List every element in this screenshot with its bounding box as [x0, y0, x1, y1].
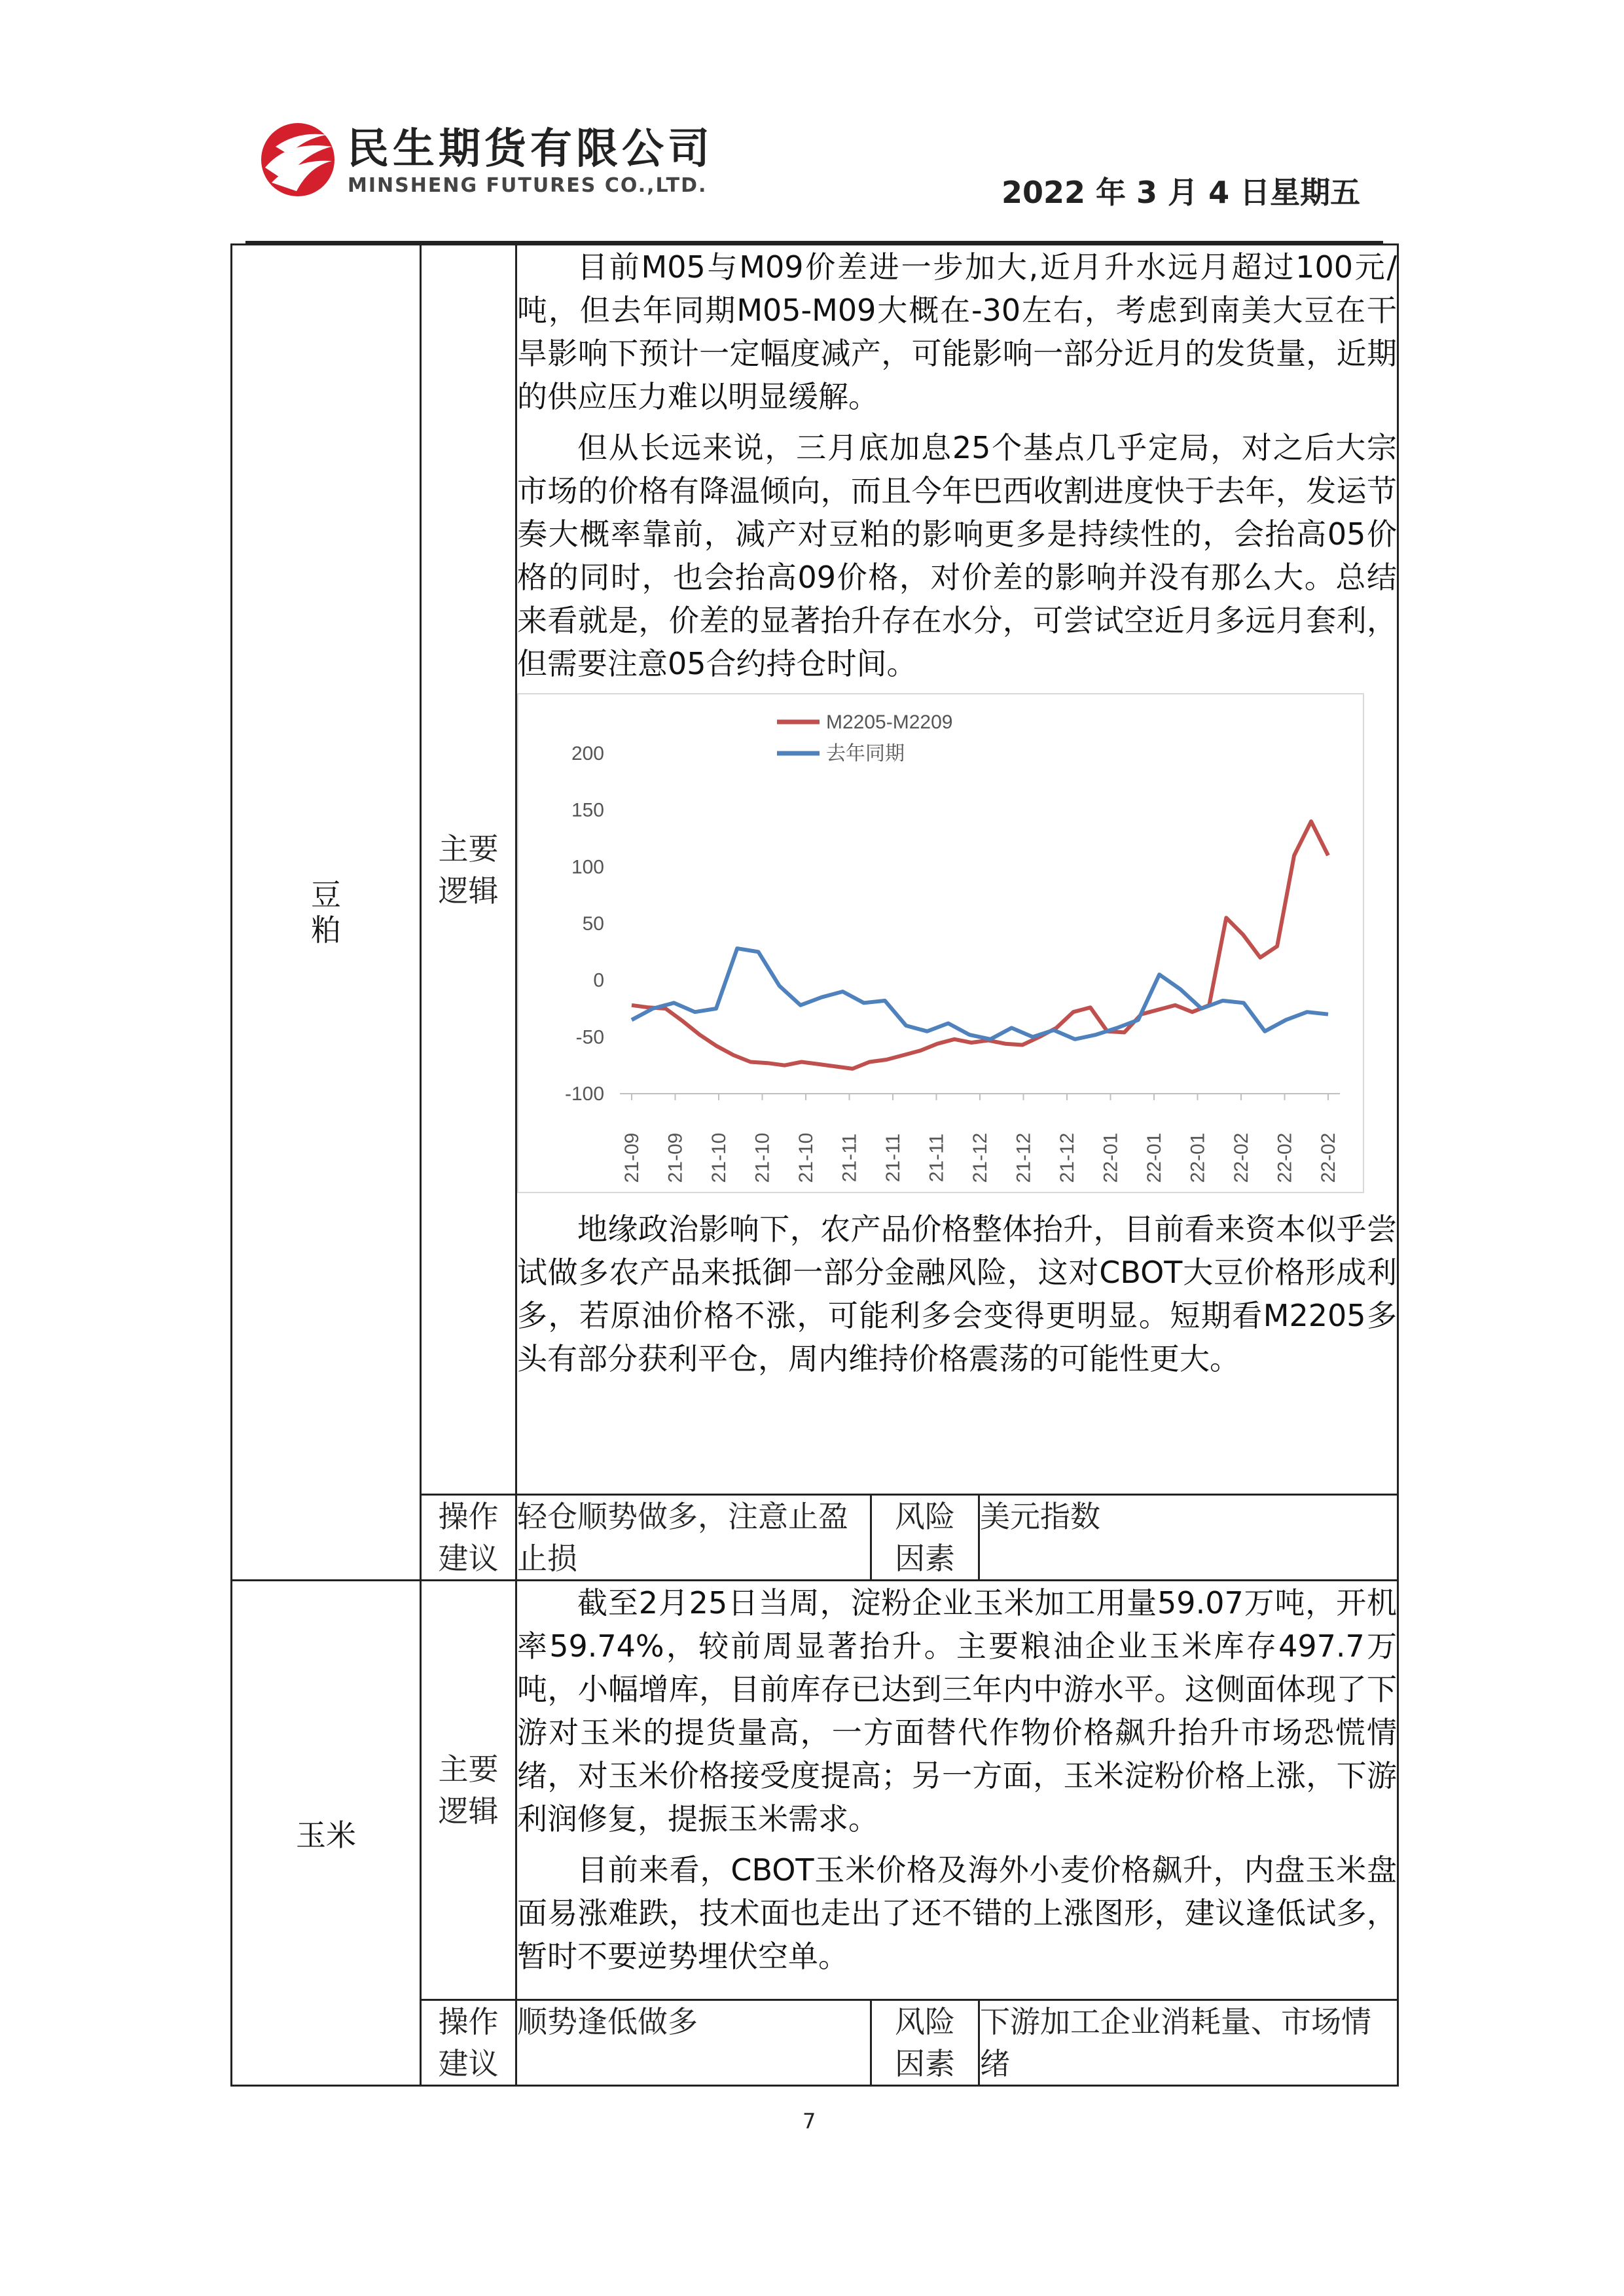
- x-tick-label: 21-12: [969, 1132, 991, 1183]
- logic-label-cell: [421, 245, 516, 1495]
- series-line-last-year: [632, 948, 1328, 1039]
- logic-label: 主要逻辑: [438, 1751, 499, 1829]
- y-tick-label: 50: [582, 913, 604, 935]
- risk-label-cell: [871, 2000, 979, 2086]
- logic-label: 主要逻辑: [438, 831, 499, 908]
- logo-emblem-icon: [259, 120, 337, 199]
- advice-cell: 轻仓顺势做多，注意止盈止损: [516, 1495, 871, 1581]
- advice-cell: 顺势逢低做多: [516, 2000, 871, 2086]
- series-line-m2205-m2209: [632, 821, 1328, 1069]
- spread-chart-svg: [518, 694, 1363, 1192]
- company-logo: [259, 115, 743, 213]
- y-tick-label: -100: [564, 1083, 604, 1105]
- table-row: [232, 1581, 1398, 2000]
- x-tick-label: 22-02: [1318, 1132, 1339, 1183]
- advice-label: 操作建议: [438, 2004, 499, 2081]
- x-tick-label: 21-11: [882, 1133, 904, 1183]
- y-tick-label: 0: [593, 969, 604, 992]
- y-tick-label: 100: [571, 856, 604, 878]
- legend-label: M2205-M2209: [826, 711, 953, 733]
- spread-chart: [517, 693, 1364, 1193]
- x-tick-label: 21-12: [1056, 1132, 1078, 1183]
- category-cell: [232, 245, 421, 1581]
- page-number: 7: [803, 2109, 816, 2134]
- x-tick-label: 22-01: [1100, 1132, 1122, 1183]
- x-tick-label: 21-09: [621, 1132, 643, 1183]
- x-tick-label: 22-01: [1187, 1132, 1209, 1183]
- legend-label: 去年同期: [826, 743, 905, 764]
- risk-cell: 美元指数: [979, 1495, 1398, 1581]
- logic-paragraph: 目前来看，CBOT玉米价格及海外小麦价格飙升，内盘玉米盘面易涨难跌，技术面也走出了还不错的上涨图形，建议逢低试多，暂时不要逆势埋伏空单。: [517, 1852, 1398, 1974]
- x-tick-label: 21-09: [664, 1132, 687, 1183]
- x-tick-label: 21-12: [1013, 1132, 1035, 1183]
- x-tick-label: 22-02: [1231, 1132, 1252, 1183]
- risk-label: 风险因素: [895, 2004, 955, 2081]
- category-label: 玉米: [296, 1817, 356, 1853]
- risk-label: 风险因素: [895, 1499, 955, 1576]
- x-tick-label: 22-01: [1144, 1132, 1165, 1183]
- logic-paragraph: 目前M05与M09价差进一步加大,近月升水远月超过100元/吨，但去年同期M05-M09大概在-30左右，考虑到南美大豆在干旱影响下预计一定幅度减产，可能影响一部分近月的发货量，近期的供应压力难以明显缓解。: [517, 249, 1398, 414]
- x-tick-label: 21-10: [795, 1132, 817, 1183]
- category-cell: [232, 1581, 421, 2086]
- company-name-cn: 民生期货有限公司: [347, 125, 713, 173]
- x-tick-label: 22-02: [1274, 1132, 1296, 1183]
- company-name-en: MINSHENG FUTURES CO.,LTD.: [348, 174, 708, 197]
- x-tick-label: 21-11: [839, 1133, 861, 1183]
- report-date: 2022 年 3 月 4 日星期五: [1001, 175, 1361, 210]
- table-row: [232, 245, 1398, 1495]
- y-tick-label: 150: [571, 799, 604, 821]
- risk-label-cell: [871, 1495, 979, 1581]
- logic-paragraph: 地缘政治影响下，农产品价格整体抬升，目前看来资本似乎尝试做多农产品来抵御一部分金融风险，这对CBOT大豆价格形成利多，若原油价格不涨，可能利多会变得更明显。短期看M2205多头有部分获利平仓，周内维持价格震荡的可能性更大。: [517, 1211, 1398, 1376]
- logic-content-cell: [516, 245, 1398, 1495]
- advice-label-cell: [421, 2000, 516, 2086]
- advice-label: 操作建议: [438, 1499, 499, 1576]
- analysis-table: [230, 243, 1399, 2087]
- risk-cell: 下游加工企业消耗量、市场情绪: [979, 2000, 1398, 2086]
- x-tick-label: 21-10: [708, 1132, 730, 1183]
- x-tick-label: 21-11: [926, 1133, 948, 1183]
- logic-paragraph: 但从长远来说，三月底加息25个基点几乎定局，对之后大宗市场的价格有降温倾向，而且今年巴西收割进度快于去年，发运节奏大概率靠前，减产对豆粕的影响更多是持续性的，会抬高05价格的同时，也会抬高09价格，对价差的影响并没有那么大。总结来看就是，价差的显著抬升存在水分，可尝试空近月多远月套利，但需要注意05合约持仓时间。: [517, 430, 1398, 681]
- y-tick-label: -50: [575, 1026, 604, 1049]
- logic-label-cell: [421, 1581, 516, 2000]
- logic-content-cell: [516, 1581, 1398, 2000]
- y-tick-label: 200: [571, 743, 604, 764]
- advice-label-cell: [421, 1495, 516, 1581]
- logic-paragraph: 截至2月25日当周，淀粉企业玉米加工用量59.07万吨，开机率59.74%，较前周显著抬升。主要粮油企业玉米库存497.7万吨，小幅增库，目前库存已达到三年内中游水平。这侧面体现了下游对玉米的提货量高，一方面替代作物价格飙升抬升市场恐慌情绪，对玉米价格接受度提高；另一方面，玉米淀粉价格上涨，下游利润修复，提振玉米需求。: [517, 1585, 1398, 1837]
- category-label: 豆粕: [311, 877, 341, 948]
- x-tick-label: 21-10: [751, 1132, 774, 1183]
